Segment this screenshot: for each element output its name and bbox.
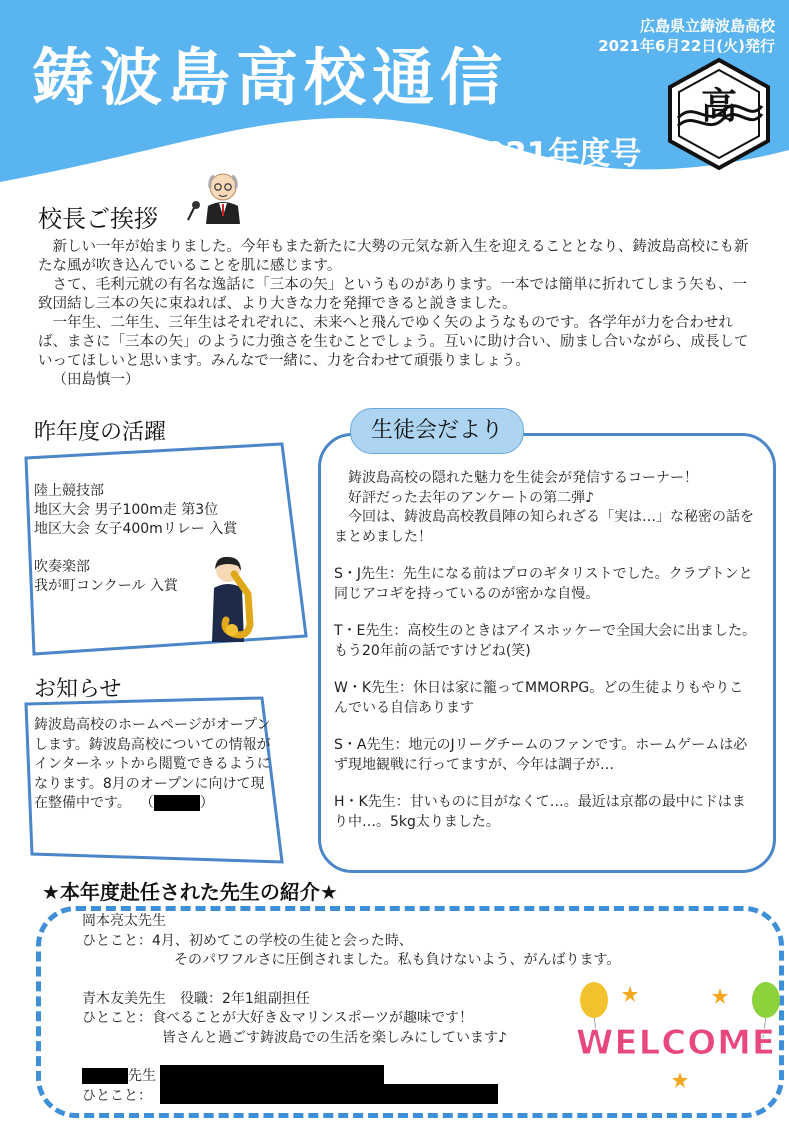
notice-text: 鋳波島高校のホームページがオープンします。鋳波島高校についての情報がインターネットから閲覧できるようになります。8月のオープンに向けて現在整備中です。 <box>34 717 271 811</box>
teacher-2-line-2: 皆さんと過ごす鋳波島での生活を楽しみにしています♪ <box>162 1029 507 1046</box>
issue-date: 2021年6月22日(火)発行 <box>598 37 775 55</box>
greeting-heading: 校長ご挨拶 <box>38 205 158 233</box>
achievements-heading: 昨年度の活躍 <box>34 420 167 445</box>
issue-label: 2021年度号 <box>462 136 642 172</box>
greeting-paragraph-3: 一年生、二年生、三年生はそれぞれに、未来へと飛んでゆく矢のようなものです。各学年が力を合わせれば、まさに「三本の矢」のように力強さを生むことでしょう。互いに助け合い、励まし合いながら、成長していってほしいと思います。みんなで一緒に、力を合わせて頑張りましょう。 <box>38 315 749 369</box>
principal-illustration <box>200 166 246 224</box>
teacher-3-label: ひとこと： <box>82 1087 152 1104</box>
council-intro-2: 好評だった去年のアンケートの第二弾♪ <box>348 489 595 506</box>
star-icon <box>672 1072 688 1088</box>
council-intro-1: 鋳波島高校の隠れた魅力を生徒会が発信するコーナー！ <box>348 470 698 486</box>
redacted-comment-1 <box>160 1065 384 1085</box>
star-icon <box>622 986 638 1002</box>
redacted-name <box>82 1068 128 1084</box>
student-council-body <box>334 469 756 850</box>
redacted-comment-2 <box>160 1084 498 1104</box>
greeting-body <box>38 238 750 390</box>
teacher-2-name: 青木友美先生 役職：2年1組副担任 <box>82 990 310 1007</box>
school-emblem <box>664 56 774 172</box>
notice-paren-open: （ <box>146 795 154 811</box>
redacted-block <box>154 795 200 811</box>
council-item-2: T・E先生：高校生のときはアイスホッケーで全国大会に出ました。もう20年前の話ですけどね(笑) <box>334 623 756 659</box>
student-council-heading: 生徒会だより <box>350 408 524 454</box>
teacher-1-line-1: 4月、初めてこの学校の生徒と会った時、 <box>152 932 413 949</box>
teacher-1-line-2: そのパワフルさに圧倒されました。私も負けないよう、がんばります。 <box>174 952 621 968</box>
welcome-balloon-letters <box>570 980 782 1088</box>
track-result-1: 地区大会 男子100m走 第3位 <box>34 502 219 518</box>
greeting-signature: （田島慎一） <box>52 372 140 388</box>
emblem-char: 高 <box>700 86 738 127</box>
club-track: 陸上競技部 <box>34 483 104 499</box>
publisher-info <box>598 16 775 56</box>
teacher-1-name: 岡本亮太先生 <box>82 913 166 929</box>
council-item-5: H・K先生：甘いものに目がなくて…。最近は京都の最中にドはまり中…。5kg太りました。 <box>334 794 746 830</box>
microphone-icon <box>185 200 201 222</box>
notice-heading: お知らせ <box>34 677 122 702</box>
council-intro-3: 今回は、鋳波島高校教員陣の知られざる「実は…」な秘密の話をまとめました！ <box>334 509 754 545</box>
council-item-1: S・J先生：先生になる前はプロのギタリストでした。クラプトンと同じアコギを持っているのが密かな自慢。 <box>334 566 753 602</box>
band-result-1: 我が町コンクール 入賞 <box>34 578 178 594</box>
greeting-paragraph-2: さて、毛利元就の有名な逸話に「三本の矢」というものがあります。一本では簡単に折れてしまう矢も、一致団結し三本の矢に束ねれば、より大きな力を発揮できると説きました。 <box>38 277 748 312</box>
teacher-3-name: 先生 <box>128 1068 156 1084</box>
saxophone-student-illustration <box>204 554 258 642</box>
notice-body <box>34 716 274 814</box>
club-band: 吹奏楽部 <box>34 559 90 575</box>
school-name: 広島県立鋳波島高校 <box>639 17 775 35</box>
notice-paren-close: ） <box>199 795 214 811</box>
teachers-heading: ★本年度赴任された先生の紹介★ <box>42 880 338 904</box>
teacher-2-line-1: 食べることが大好き＆マリンスポーツが趣味です！ <box>152 1010 474 1026</box>
council-item-4: S・A先生：地元のJリーグチームのファンです。ホームゲームは必ず現地観戦に行ってますが、今年は調子が… <box>334 737 748 773</box>
teacher-1-label: ひとこと： <box>82 932 152 949</box>
page-title: 鋳波島高校通信 <box>32 41 509 114</box>
teacher-2-label: ひとこと： <box>82 1010 152 1026</box>
greeting-paragraph-1: 新しい一年が始まりました。今年もまた新たに大勢の元気な新入生を迎えることとなり、鋳波島高校にも新たな風が吹き込んでいることを肌に感じます。 <box>38 239 749 274</box>
welcome-text: WELCOME <box>575 1023 777 1063</box>
council-item-3: W・K先生：休日は家に籠ってMMORPG。どの生徒よりもやりこんでいる自信あります <box>334 680 744 716</box>
track-result-2: 地区大会 女子400mリレー 入賞 <box>34 521 238 537</box>
star-icon <box>712 988 728 1004</box>
